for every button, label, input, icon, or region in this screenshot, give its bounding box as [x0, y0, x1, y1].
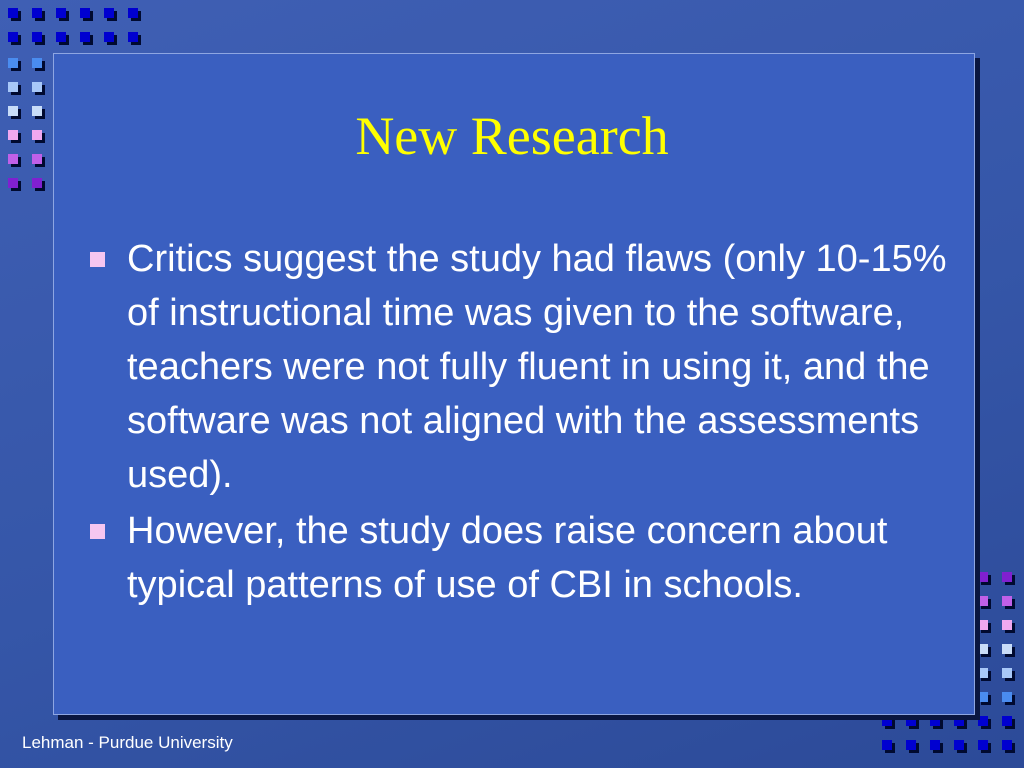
decor-square	[128, 32, 140, 44]
bullet-list	[90, 232, 950, 614]
decor-square	[978, 668, 990, 680]
decor-square	[128, 8, 140, 20]
decor-square	[32, 32, 44, 44]
bullet-text: Critics suggest the study had flaws (only 10-15% of instructional time was given to the software, teachers were not fully fluent in using it, and the software was not aligned with the assessments used).	[127, 238, 947, 496]
decor-square	[32, 178, 44, 190]
decor-square	[882, 716, 894, 728]
decor-square	[906, 740, 918, 752]
decor-square	[32, 8, 44, 20]
decor-square	[8, 178, 20, 190]
decor-square	[104, 8, 116, 20]
decor-square	[56, 8, 68, 20]
bullet-item	[90, 232, 950, 502]
decor-square	[1002, 716, 1014, 728]
decor-square	[954, 716, 966, 728]
bullet-text: However, the study does raise concern about typical patterns of use of CBI in schools.	[127, 510, 888, 606]
decor-square	[8, 58, 20, 70]
square-bullet-icon	[90, 524, 105, 539]
decor-square	[56, 32, 68, 44]
decor-square	[1002, 572, 1014, 584]
decor-square	[978, 596, 990, 608]
decor-square	[978, 740, 990, 752]
decor-square	[8, 32, 20, 44]
decor-square	[978, 620, 990, 632]
slide-title: New Research	[355, 106, 669, 166]
footer-text: Lehman - Purdue University	[22, 733, 233, 752]
square-bullet-icon	[90, 252, 105, 267]
decor-square	[930, 716, 942, 728]
bullet-item	[90, 504, 950, 612]
decor-square	[32, 82, 44, 94]
decor-square	[906, 716, 918, 728]
decor-square	[8, 82, 20, 94]
decor-square	[1002, 644, 1014, 656]
decor-square	[1002, 692, 1014, 704]
decor-square	[930, 740, 942, 752]
decor-square	[978, 716, 990, 728]
decor-square	[104, 32, 116, 44]
decor-square	[978, 644, 990, 656]
decor-square	[1002, 596, 1014, 608]
decor-square	[80, 32, 92, 44]
decor-square	[8, 8, 20, 20]
decor-square	[978, 692, 990, 704]
decor-square	[1002, 668, 1014, 680]
decor-square	[1002, 740, 1014, 752]
decor-square	[80, 8, 92, 20]
decor-square	[954, 740, 966, 752]
decor-square	[32, 58, 44, 70]
decor-square	[1002, 620, 1014, 632]
decor-square	[978, 572, 990, 584]
decor-square	[882, 740, 894, 752]
